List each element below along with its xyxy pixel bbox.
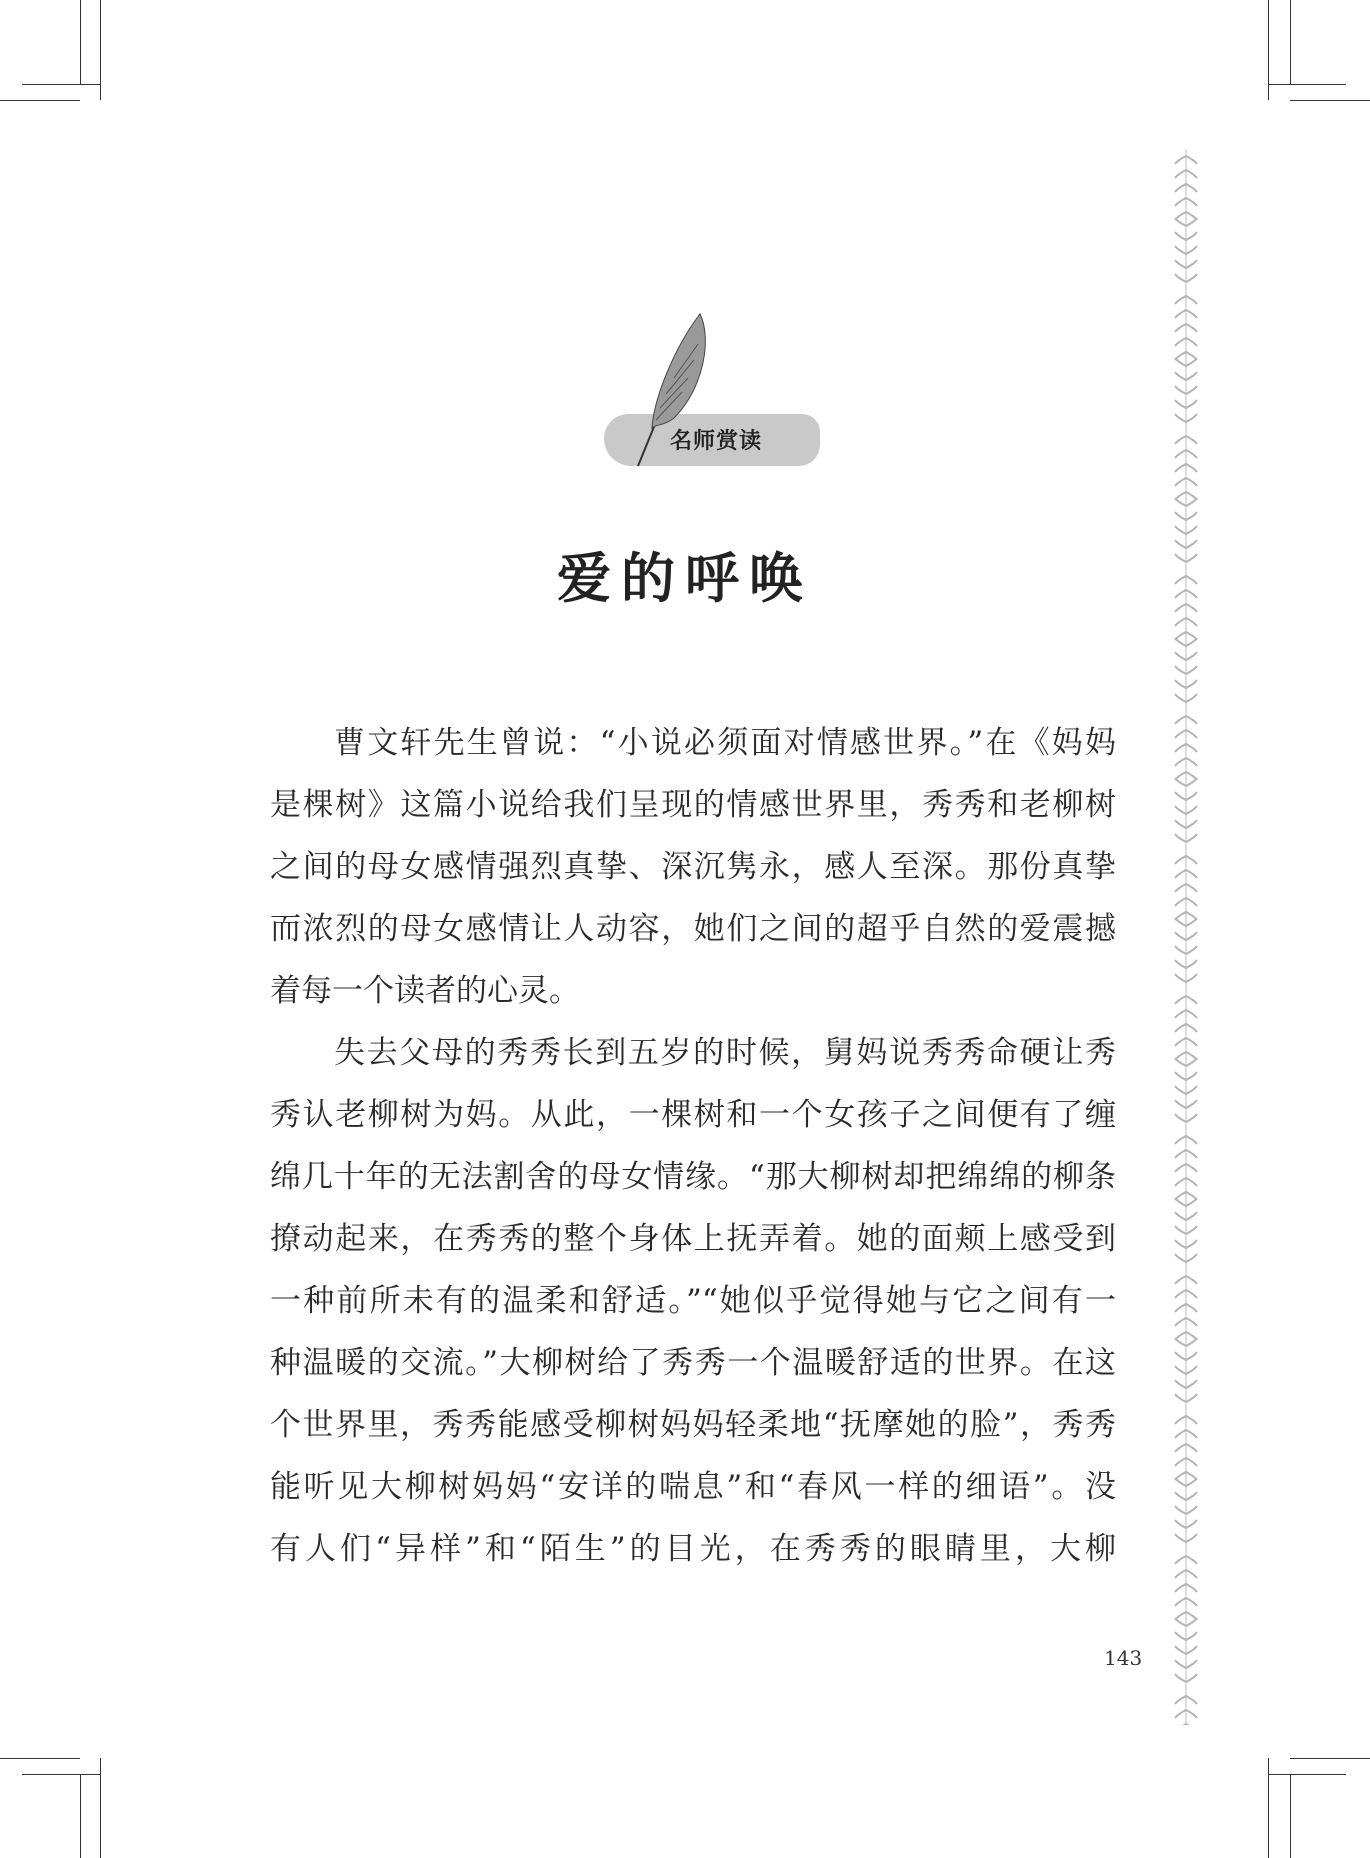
vine-leaf [1186,310,1197,318]
vine-leaf [1175,400,1186,408]
vine-leaf [1186,218,1197,226]
vine-leaf [1175,218,1186,226]
crop-mark-top-left-h2 [22,84,100,85]
vine-leaf [1175,1100,1186,1108]
vine-leaf [1175,1226,1186,1234]
vine-leaf [1175,338,1186,346]
vine-leaf [1186,512,1197,520]
vine-leaf [1186,604,1197,612]
vine-leaf [1186,1394,1197,1402]
crop-mark-bottom-left-h2 [22,1774,100,1775]
vine-leaf [1175,1338,1186,1346]
vine-leaf [1175,184,1186,192]
vine-leaf [1186,730,1197,738]
vine-leaf [1175,1150,1186,1158]
vine-leaf [1186,414,1197,422]
vine-leaf [1186,1584,1197,1592]
vine-leaf [1186,680,1197,688]
vine-leaf [1175,1674,1186,1682]
vine-leaf [1186,918,1197,926]
paragraph-1 [270,712,1116,1022]
vine-leaf [1186,1458,1197,1466]
vine-leaf [1186,792,1197,800]
vine-leaf [1175,414,1186,422]
vine-leaf [1175,1598,1186,1606]
vine-leaf [1175,716,1186,724]
vine-leaf [1175,1136,1186,1144]
vine-leaf [1175,464,1186,472]
text-line: 能听见大柳树妈妈“安详的喘息”和“春风一样的细语”。没 [270,1469,1116,1505]
vine-leaf [1186,1478,1197,1486]
vine-leaf [1186,856,1197,864]
vine-leaf [1175,1724,1186,1725]
vine-leaf [1175,744,1186,752]
vine-leaf [1186,652,1197,660]
vine-leaf [1186,1198,1197,1206]
vine-leaf [1175,372,1186,380]
vine-leaf [1175,792,1186,800]
vine-leaf [1186,1416,1197,1424]
vine-leaf [1186,498,1197,506]
vine-leaf [1175,884,1186,892]
vine-leaf [1175,1114,1186,1122]
vine-leaf [1186,1724,1197,1725]
vine-leaf [1186,618,1197,626]
vine-leaf [1186,1366,1197,1374]
vine-leaf [1175,540,1186,548]
vine-leaf [1175,1380,1186,1388]
vine-leaf [1186,1696,1197,1704]
vine-leaf [1186,260,1197,268]
vine-leaf [1186,1164,1197,1172]
vine-leaf [1186,1024,1197,1032]
vine-leaf [1186,232,1197,240]
vine-leaf [1175,478,1186,486]
text-line: 是棵树》这篇小说给我们呈现的情感世界里，秀秀和老柳树 [270,787,1116,823]
vine-leaf [1186,170,1197,178]
vine-leaf [1175,1632,1186,1640]
vine-leaf [1175,1520,1186,1528]
crop-mark-top-left-h [0,100,80,101]
vine-leaf [1186,1240,1197,1248]
vine-leaf [1175,638,1186,646]
article-title: 爱的呼唤 [557,546,813,610]
vine-leaf [1186,716,1197,724]
vine-leaf [1175,932,1186,940]
vine-leaf [1175,1534,1186,1542]
vine-leaf [1175,1556,1186,1564]
vine-leaf [1175,1010,1186,1018]
crop-mark-top-left-v2 [80,0,81,84]
vine-leaf [1175,156,1186,164]
vine-leaf [1186,638,1197,646]
vine-leaf [1175,198,1186,206]
vine-leaf [1186,198,1197,206]
vine-leaf [1186,1710,1197,1718]
vine-leaf [1186,400,1197,408]
text-line: 有人们“异样”和“陌生”的目光，在秀秀的眼睛里，大柳 [270,1531,1116,1567]
vine-leaf [1186,1506,1197,1514]
vine-leaf [1186,1212,1197,1220]
vine-leaf [1175,1178,1186,1186]
vine-leaf [1186,1100,1197,1108]
crop-mark-bottom-right-v2 [1290,1774,1291,1858]
vine-leaf [1175,946,1186,954]
vine-leaf [1186,1114,1197,1122]
vine-leaf [1175,1058,1186,1066]
vine-leaf [1186,1086,1197,1094]
vine-leaf [1186,358,1197,366]
leaf-vine-decoration [1172,150,1200,1725]
vine-leaf [1186,1136,1197,1144]
vine-leaf [1186,324,1197,332]
vine-leaf [1175,1304,1186,1312]
vine-leaf [1175,1618,1186,1626]
vine-leaf [1186,554,1197,562]
vine-leaf [1186,1444,1197,1452]
vine-leaf [1175,960,1186,968]
vine-leaf [1186,1038,1197,1046]
vine-leaf [1186,1178,1197,1186]
vine-leaf [1186,974,1197,982]
vine-leaf [1186,478,1197,486]
vine-leaf [1175,1458,1186,1466]
badge-label: 名师赏读 [670,428,763,454]
vine-leaf [1175,170,1186,178]
vine-leaf [1175,1240,1186,1248]
crop-mark-bottom-left-v [100,1758,101,1858]
vine-leaf [1175,1646,1186,1654]
vine-leaf [1175,310,1186,318]
text-line: 曹文轩先生曾说：“小说必须面对情感世界。”在《妈妈 [334,725,1116,761]
crop-mark-top-right-h2 [1268,84,1346,85]
vine-leaf [1186,1534,1197,1542]
vine-leaf [1186,806,1197,814]
vine-leaf [1175,1366,1186,1374]
vine-leaf [1175,1492,1186,1500]
text-line: 撩动起来，在秀秀的整个身体上抚弄着。她的面颊上感受到 [270,1221,1116,1257]
vine-leaf [1175,1394,1186,1402]
crop-mark-bottom-right-h2 [1268,1774,1346,1775]
vine-leaf [1175,1478,1186,1486]
vine-leaf [1175,1290,1186,1298]
vine-leaf [1186,576,1197,584]
vine-leaf [1175,324,1186,332]
vine-leaf [1186,820,1197,828]
vine-leaf [1175,1318,1186,1326]
vine-leaf [1175,918,1186,926]
vine-leaf [1186,464,1197,472]
vine-leaf [1175,694,1186,702]
vine-leaf [1186,1304,1197,1312]
vine-leaf [1186,246,1197,254]
vine-leaf [1175,778,1186,786]
vine-leaf [1175,806,1186,814]
vine-leaf [1186,778,1197,786]
text-line: 着每一个读者的心灵。 [270,973,580,1009]
text-line: 秀认老柳树为妈。从此，一棵树和一个女孩子之间便有了缠 [270,1097,1116,1133]
vine-leaf [1175,1038,1186,1046]
vine-leaf [1186,450,1197,458]
vine-leaf [1186,1254,1197,1262]
vine-leaf [1175,554,1186,562]
vine-leaf [1186,338,1197,346]
vine-leaf [1186,996,1197,1004]
vine-leaf [1186,386,1197,394]
vine-leaf [1175,1198,1186,1206]
vine-leaf [1175,1444,1186,1452]
vine-leaf [1175,1164,1186,1172]
vine-leaf [1175,618,1186,626]
vine-leaf [1186,1072,1197,1080]
vine-leaf [1186,296,1197,304]
text-line: 个世界里，秀秀能感受柳树妈妈轻柔地“抚摩她的脸”，秀秀 [270,1407,1116,1443]
crop-mark-bottom-left-h [0,1758,80,1759]
vine-leaf [1175,974,1186,982]
vine-leaf [1175,526,1186,534]
text-line: 绵几十年的无法割舍的母女情缘。“那大柳树却把绵绵的柳条 [270,1159,1116,1195]
vine-leaf [1175,246,1186,254]
vine-leaf [1175,652,1186,660]
text-line: 失去父母的秀秀长到五岁的时候，舅妈说秀秀命硬让秀 [334,1035,1116,1071]
vine-leaf [1186,1338,1197,1346]
vine-leaf [1175,274,1186,282]
vine-leaf [1186,1520,1197,1528]
vine-leaf [1186,1674,1197,1682]
vine-leaf [1186,898,1197,906]
crop-mark-top-left-v [100,0,101,100]
vine-leaf [1186,946,1197,954]
vine-leaf [1175,576,1186,584]
vine-leaf [1186,274,1197,282]
crop-mark-top-right-h [1290,100,1370,101]
vine-leaf [1186,932,1197,940]
vine-leaf [1186,1380,1197,1388]
vine-leaf [1175,604,1186,612]
vine-leaf [1175,296,1186,304]
section-badge [604,400,820,468]
vine-leaf [1186,744,1197,752]
vine-leaf [1186,1598,1197,1606]
vine-leaf [1175,1696,1186,1704]
vine-leaf [1186,1492,1197,1500]
vine-leaf [1186,372,1197,380]
vine-leaf [1186,1226,1197,1234]
text-line: 而浓烈的母女感情让人动容，她们之间的超乎自然的爱震撼 [270,911,1116,947]
crop-mark-bottom-left-v2 [80,1774,81,1858]
vine-leaf [1186,436,1197,444]
vine-leaf [1186,870,1197,878]
vine-leaf [1175,260,1186,268]
vine-leaf [1186,1430,1197,1438]
vine-leaf [1186,1010,1197,1018]
vine-leaf [1186,1660,1197,1668]
vine-leaf [1186,1570,1197,1578]
vine-leaf [1175,1710,1186,1718]
vine-leaf [1186,1290,1197,1298]
vine-leaf [1175,820,1186,828]
crop-mark-top-right-v2 [1290,0,1291,84]
vine-leaf [1186,1352,1197,1360]
vine-leaf [1186,540,1197,548]
vine-leaf [1186,1646,1197,1654]
vine-leaf [1175,450,1186,458]
vine-leaf [1186,694,1197,702]
vine-leaf [1175,898,1186,906]
vine-leaf [1175,1570,1186,1578]
text-line: 种温暖的交流。”大柳树给了秀秀一个温暖舒适的世界。在这 [270,1345,1116,1381]
vine-leaf [1175,1352,1186,1360]
page-number: 143 [1104,1646,1143,1670]
vine-leaf [1186,1058,1197,1066]
text-line: 之间的母女感情强烈真挚、深沉隽永，感人至深。那份真挚 [270,849,1116,885]
text-line: 一种前所未有的温柔和舒适。”“她似乎觉得她与它之间有一 [270,1283,1116,1319]
crop-mark-bottom-right-h [1290,1758,1370,1759]
vine-leaf [1186,960,1197,968]
vine-leaf [1175,666,1186,674]
vine-leaf [1175,1430,1186,1438]
vine-leaf [1175,232,1186,240]
vine-leaf [1175,1416,1186,1424]
vine-leaf [1175,996,1186,1004]
vine-leaf [1175,1584,1186,1592]
vine-leaf [1186,884,1197,892]
vine-leaf [1186,590,1197,598]
vine-leaf [1175,1212,1186,1220]
vine-leaf [1175,512,1186,520]
vine-leaf [1175,386,1186,394]
vine-leaf [1186,1618,1197,1626]
vine-leaf [1186,1556,1197,1564]
vine-leaf [1175,1506,1186,1514]
crop-mark-top-right-v [1268,0,1269,100]
vine-leaf [1175,498,1186,506]
vine-leaf [1186,1150,1197,1158]
vine-leaf [1175,1086,1186,1094]
vine-leaf [1175,730,1186,738]
vine-leaf [1186,834,1197,842]
vine-leaf [1175,590,1186,598]
vine-leaf [1186,526,1197,534]
vine-leaf [1175,758,1186,766]
crop-mark-bottom-right-v [1268,1758,1269,1858]
vine-leaf [1175,1276,1186,1284]
vine-leaf [1175,1254,1186,1262]
vine-leaf [1175,358,1186,366]
vine-leaf [1186,758,1197,766]
vine-leaf [1186,1632,1197,1640]
vine-leaf [1186,184,1197,192]
article-body [270,712,1116,1580]
vine-leaf [1186,1276,1197,1284]
vine-leaf [1175,436,1186,444]
vine-leaf [1175,1072,1186,1080]
vine-leaf [1186,1318,1197,1326]
vine-leaf [1175,834,1186,842]
vine-leaf [1175,680,1186,688]
vine-leaf [1186,666,1197,674]
vine-leaf [1175,1660,1186,1668]
vine-leaf [1175,870,1186,878]
vine-leaf [1186,156,1197,164]
vine-leaf [1175,856,1186,864]
paragraph-2 [270,1022,1116,1580]
vine-leaf [1175,1024,1186,1032]
